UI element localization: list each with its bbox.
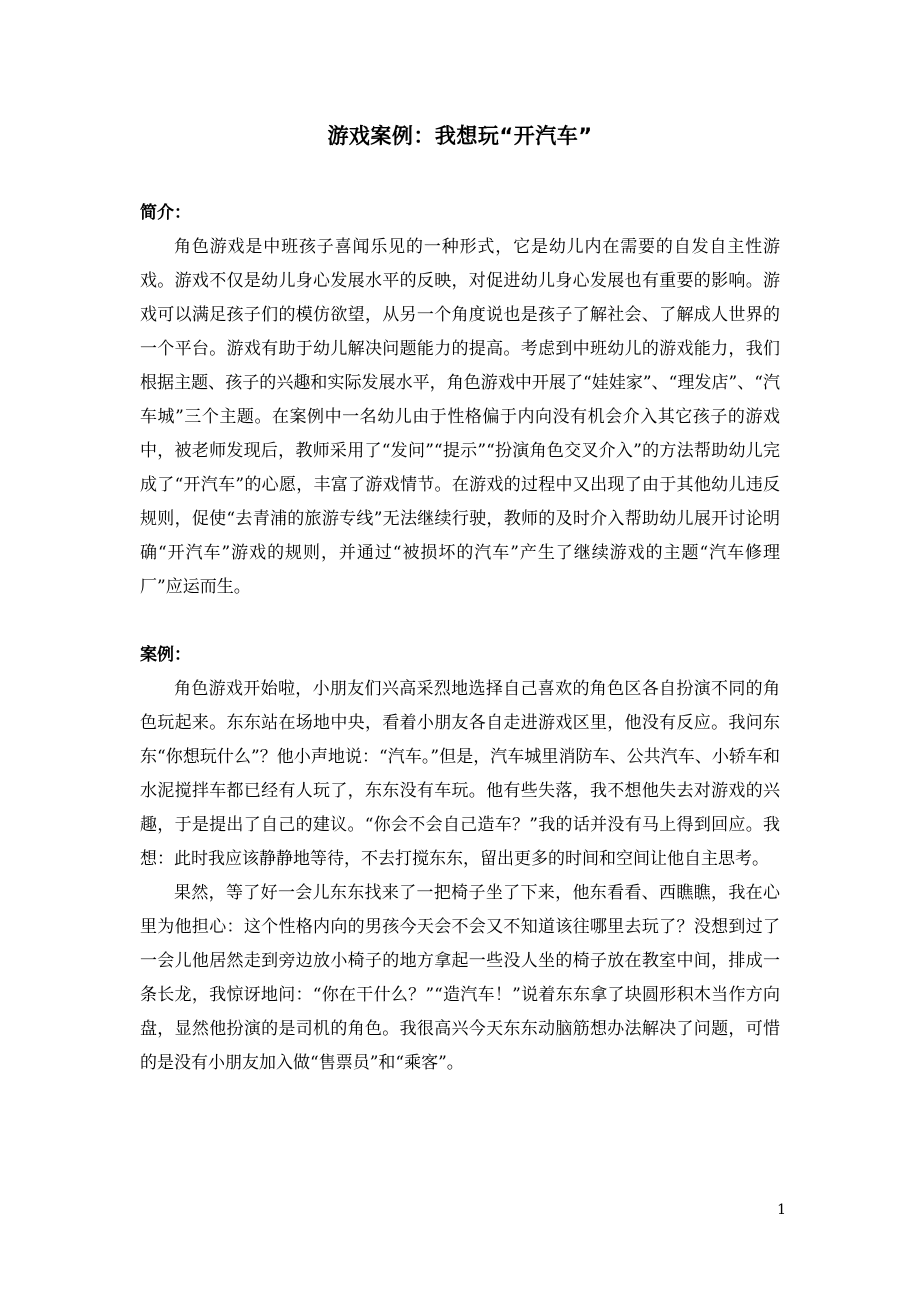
document-body bbox=[140, 196, 780, 1080]
section-spacer bbox=[140, 604, 780, 638]
case-paragraph-2: 果然，等了好一会儿东东找来了一把椅子坐了下来，他东看看、西瞧瞧，我在心里为他担心：这个性格内向的男孩今天会不会又不知道该往哪里去玩了？没想到过了一会儿他居然走到旁边放小椅子的地方拿起一些没人坐的椅子放在教室中间，排成一条长龙，我惊讶地问：“你在干什么？”“造汽车！”说着东东拿了块圆形积木当作方向盘，显然他扮演的是司机的角色。我很高兴今天东东动脑筋想办法解决了问题，可惜的是没有小朋友加入做“售票员”和“乘客”。 bbox=[140, 883, 780, 1073]
intro-paragraph: 角色游戏是中班孩子喜闻乐见的一种形式，它是幼儿内在需要的自发自主性游戏。游戏不仅是幼儿身心发展水平的反映，对促进幼儿身心发展也有重要的影响。游戏可以满足孩子们的模仿欲望，从另一个角度说也是孩子了解社会、了解成人世界的一个平台。游戏有助于幼儿解决问题能力的提高。考虑到中班幼儿的游戏能力，我们根据主题、孩子的兴趣和实际发展水平，角色游戏中开展了“娃娃家”、“理发店”、“汽车城”三个主题。在案例中一名幼儿由于性格偏于内向没有机会介入其它孩子的游戏中，被老师发现后，教师采用了“发问”“提示”“扮演角色交叉介入”的方法帮助幼儿完成了“开汽车”的心愿，丰富了游戏情节。在游戏的过程中又出现了由于其他幼儿违反规则，促使“去青浦的旅游专线”无法继续行驶，教师的及时介入帮助幼儿展开讨论明确“开汽车”游戏的规则，并通过“被损坏的汽车”产生了继续游戏的主题“汽车修理厂”应运而生。 bbox=[140, 237, 780, 597]
case-heading: 案例： bbox=[140, 645, 191, 665]
intro-heading: 简介： bbox=[140, 203, 191, 223]
case-paragraph-1: 角色游戏开始啦，小朋友们兴高采烈地选择自己喜欢的角色区各自扮演不同的角色玩起来。东东站在场地中央，看着小朋友各自走进游戏区里，他没有反应。我问东东“你想玩什么”？他小声地说：“汽车。”但是，汽车城里消防车、公共汽车、小轿车和水泥搅拌车都已经有人玩了，东东没有车玩。他有些失落，我不想他失去对游戏的兴趣，于是提出了自己的建议。“你会不会自己造车？”我的话并没有马上得到回应。我想：此时我应该静静地等待，不去打搅东东，留出更多的时间和空间让他自主思考。 bbox=[140, 679, 780, 869]
page-number: 1 bbox=[777, 1202, 786, 1218]
document-title: 游戏案例：我想玩“开汽车” bbox=[327, 124, 593, 148]
